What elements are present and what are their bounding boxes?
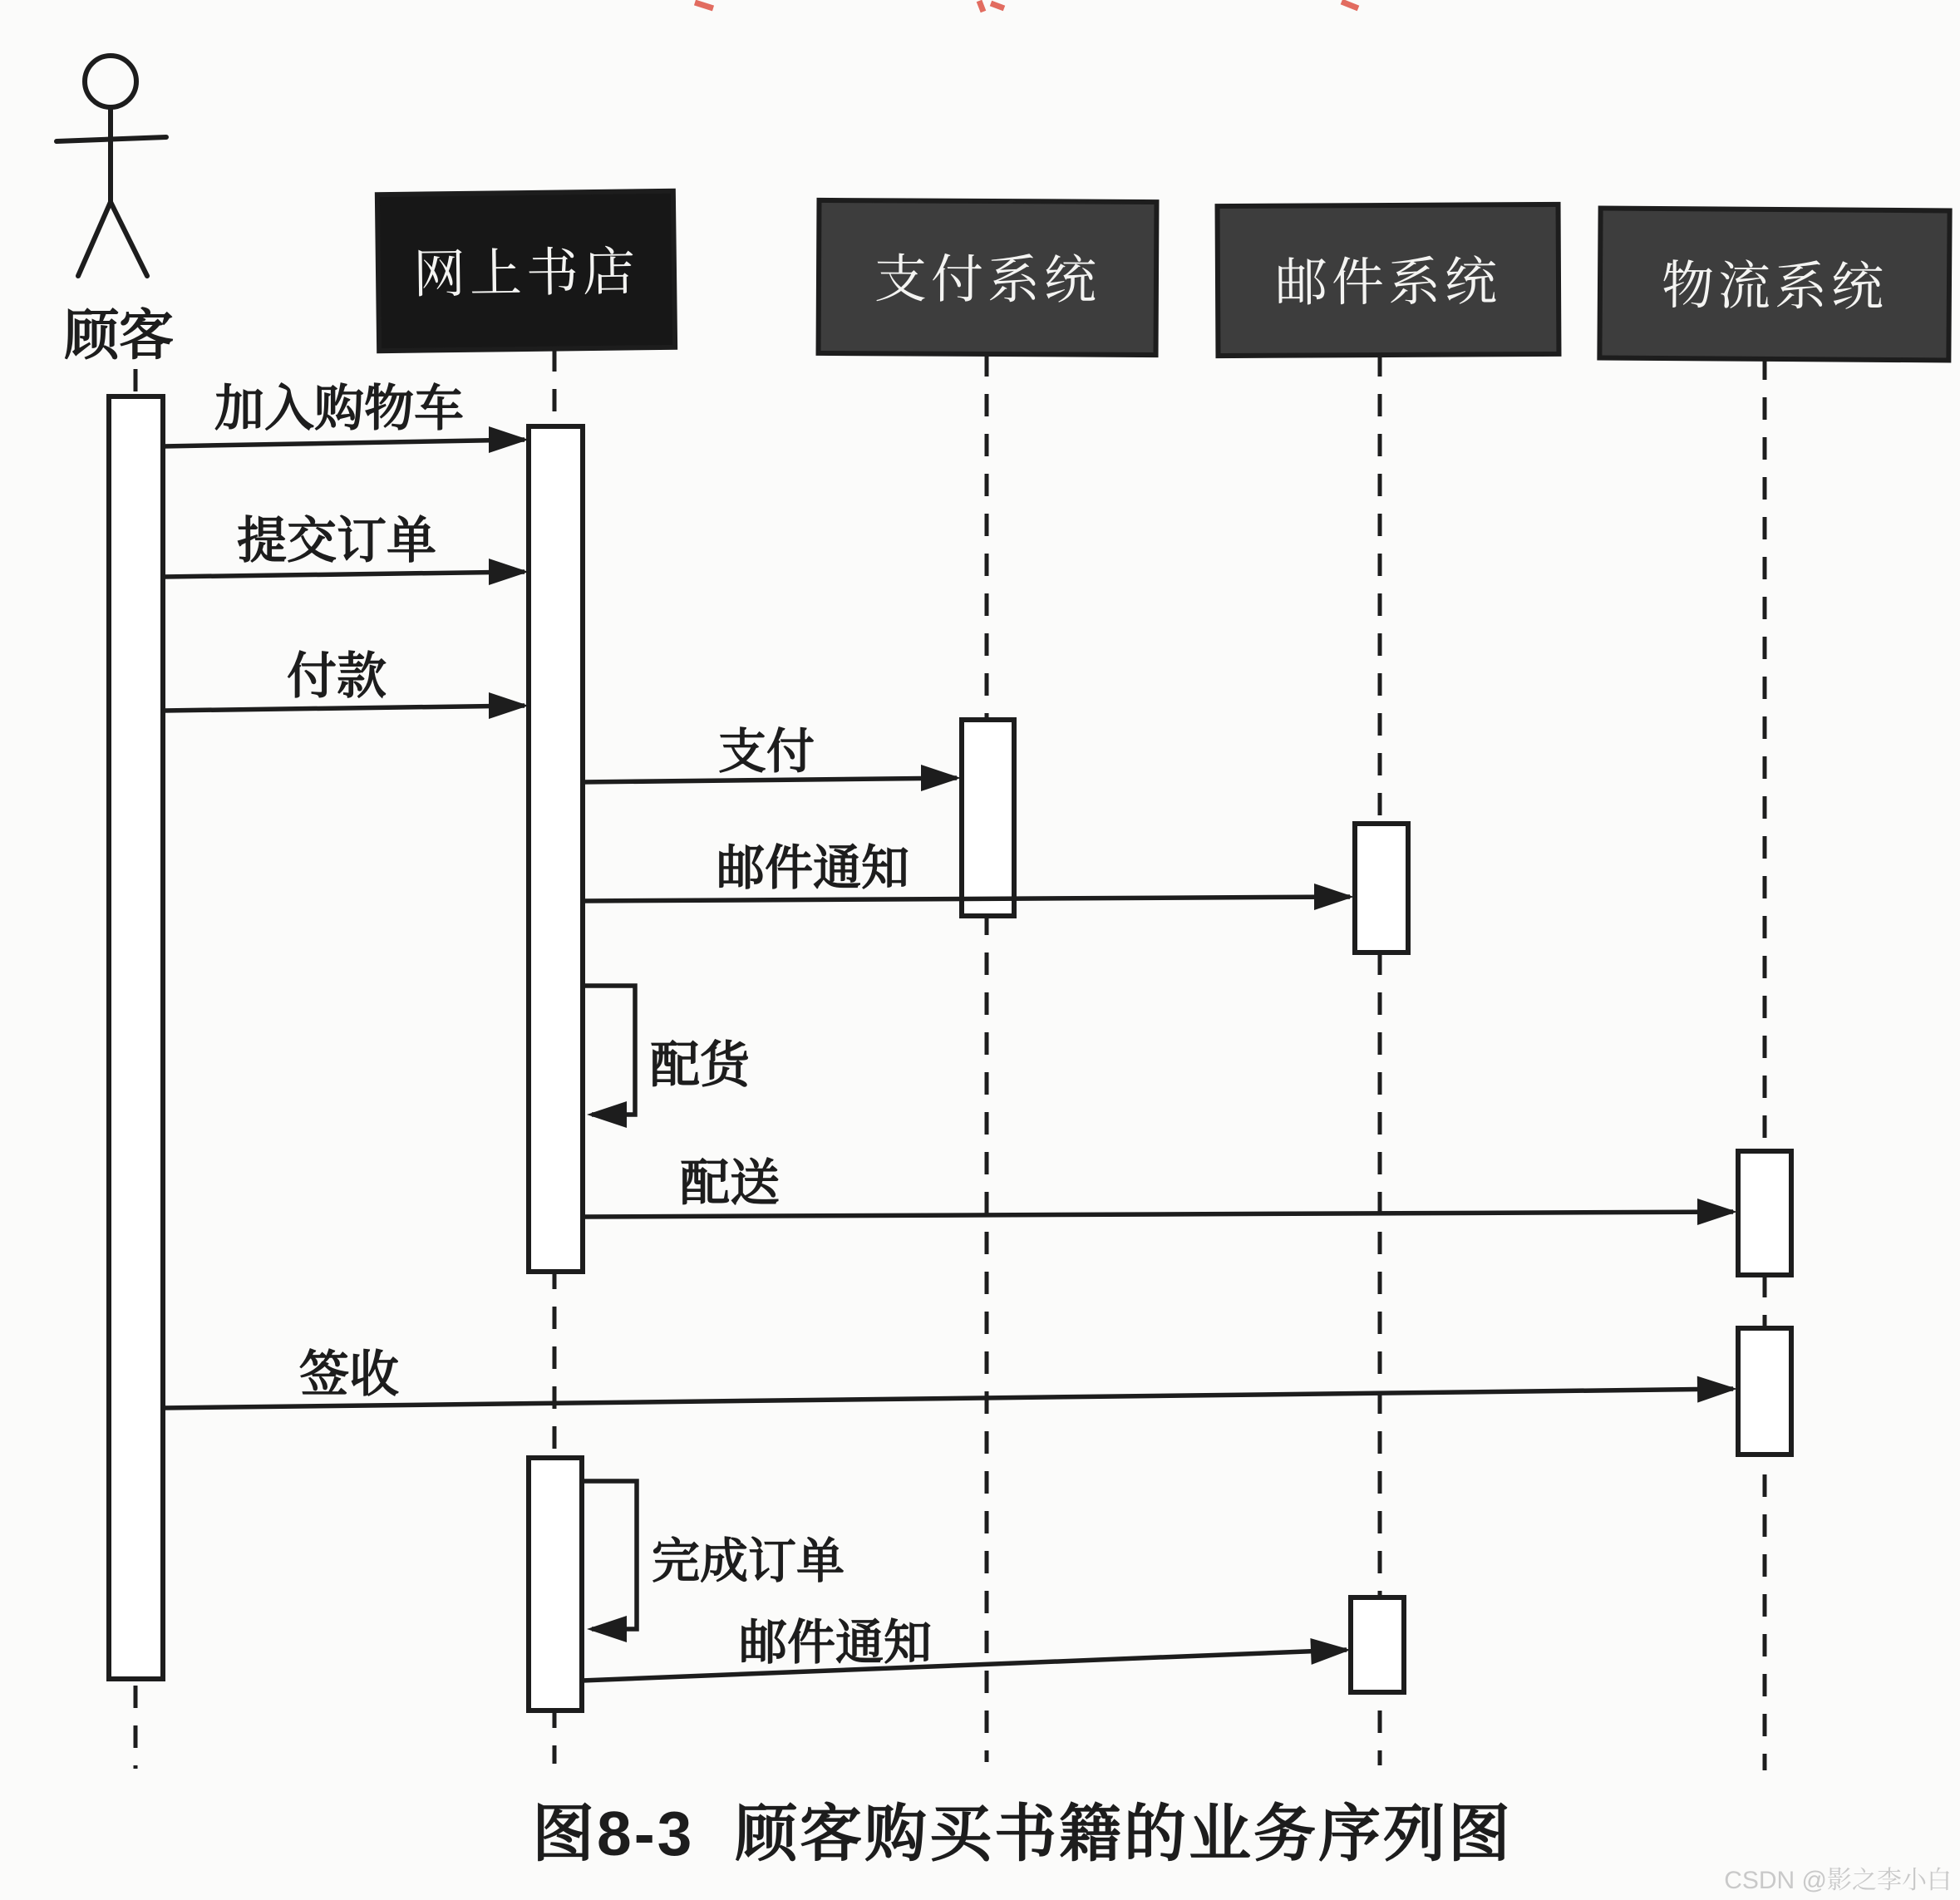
arrowhead	[587, 1616, 627, 1642]
message-label-deliver: 配送	[680, 1155, 780, 1211]
scan-artifact-mark	[1342, 2, 1358, 8]
activation-bookstore-1	[529, 426, 583, 1272]
message-label-pick-goods: 配货	[650, 1037, 750, 1093]
figure-caption-number: 图8-3	[532, 1799, 695, 1868]
actor-arms	[57, 137, 166, 141]
activation-logistics-1	[1738, 1151, 1791, 1275]
scan-artifact-mark	[695, 2, 713, 8]
participant-label-email: 邮件系统	[1274, 253, 1502, 313]
arrowhead	[1314, 884, 1354, 910]
actor-leg-right	[111, 202, 147, 276]
message-line-add-to-cart	[163, 440, 524, 446]
participant-label-payment: 支付系统	[874, 250, 1101, 310]
message-line-complete-order	[582, 1481, 637, 1629]
arrowhead	[1310, 1637, 1351, 1665]
message-label-complete-order: 完成订单	[652, 1534, 845, 1588]
arrowhead	[489, 559, 529, 585]
message-label-payment-call: 支付	[717, 725, 815, 779]
arrowhead	[921, 765, 961, 791]
participant-payment	[819, 200, 1157, 355]
actor-leg-left	[78, 202, 111, 276]
scan-artifact-marks	[695, 1, 1358, 12]
message-label-sign-receipt: 签收	[299, 1346, 399, 1402]
activation-email-2	[1351, 1597, 1404, 1692]
figure-caption	[532, 1799, 1513, 1868]
actor-customer-figure	[57, 56, 166, 276]
activation-logistics-2	[1738, 1328, 1791, 1455]
arrowhead	[1697, 1199, 1737, 1225]
message-label-submit-order: 提交订单	[237, 513, 436, 569]
message-line-deliver	[582, 1212, 1733, 1217]
message-line-email-notify-1	[582, 897, 1350, 901]
arrowhead	[1697, 1376, 1737, 1403]
activation-bars	[109, 396, 1791, 1710]
message-line-submit-order	[163, 572, 524, 577]
figure-caption-title: 顾客购买书籍的业务序列图	[735, 1799, 1514, 1868]
message-line-pick-goods	[582, 986, 635, 1115]
actor-label: 顾客	[64, 304, 174, 366]
participant-logistics	[1599, 209, 1949, 361]
arrowhead	[489, 692, 529, 719]
actor-head	[85, 56, 136, 107]
message-label-add-to-cart: 加入购物车	[214, 381, 464, 436]
participant-label-logistics: 物流系统	[1661, 257, 1889, 317]
arrowhead	[489, 426, 529, 453]
messages	[163, 381, 1737, 1681]
participant-email	[1218, 204, 1559, 356]
message-label-pay: 付款	[287, 648, 387, 704]
activation-bookstore-2	[529, 1458, 582, 1710]
activation-payment	[962, 720, 1014, 916]
participant-bookstore	[377, 191, 675, 351]
activation-customer	[109, 396, 163, 1679]
activation-email-1	[1355, 824, 1408, 952]
message-line-email-notify-2	[582, 1650, 1347, 1681]
scan-artifact-mark	[979, 1, 1004, 12]
message-label-email-notify-2: 邮件通知	[738, 1616, 933, 1670]
arrowhead	[587, 1101, 627, 1128]
watermark: CSDN @影之李小白	[1724, 1867, 1952, 1894]
message-label-email-notify-1: 邮件通知	[716, 841, 910, 895]
message-line-pay	[163, 706, 524, 711]
participant-label-bookstore: 网上书店	[412, 243, 640, 304]
